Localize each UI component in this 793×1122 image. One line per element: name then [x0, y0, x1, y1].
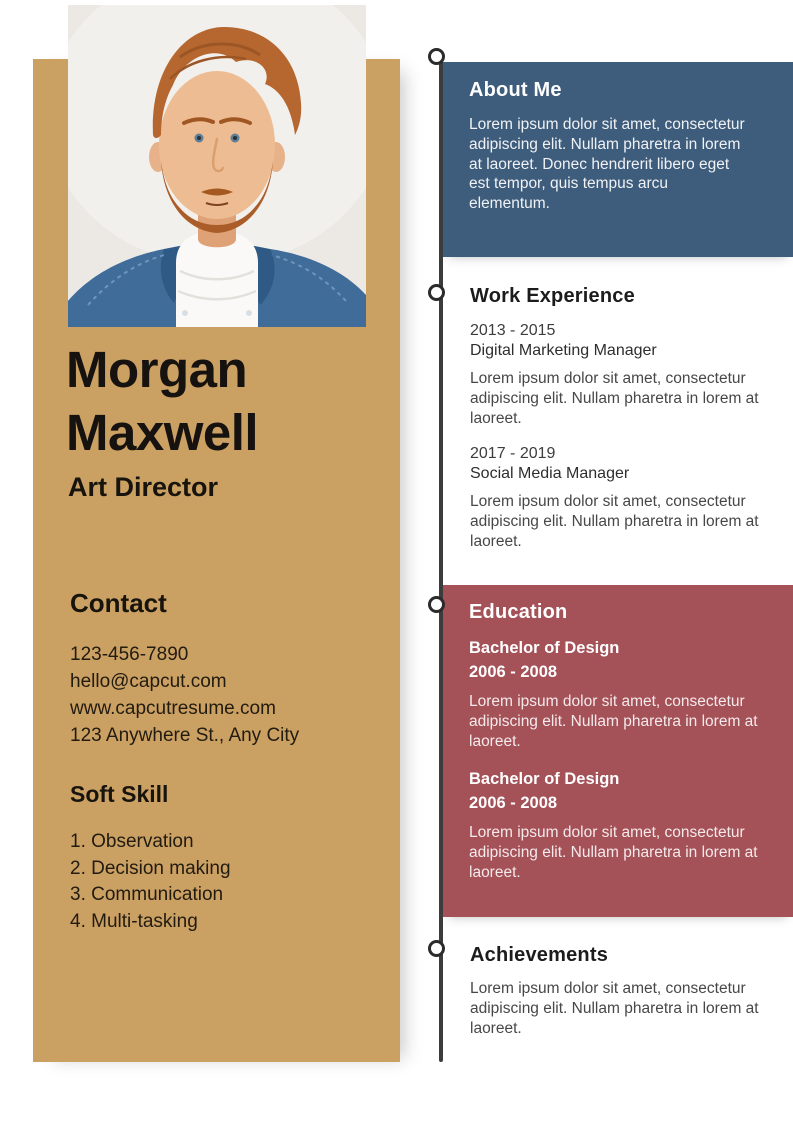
- soft-skill-section: [70, 781, 231, 935]
- job-title: Art Director: [68, 472, 219, 502]
- education-degree: Bachelor of Design: [469, 770, 620, 789]
- contact-heading: Contact: [70, 588, 167, 618]
- contact-section: [70, 588, 299, 749]
- portrait-illustration: [68, 5, 366, 327]
- education-card: [443, 585, 793, 917]
- contact-website: www.capcutresume.com: [70, 698, 276, 719]
- education-heading: Education: [469, 601, 568, 623]
- name-first: Morgan: [66, 341, 248, 398]
- contact-phone: 123-456-7890: [70, 644, 189, 665]
- education-entry: [469, 639, 767, 751]
- about-me-card: [443, 62, 793, 257]
- education-body: Lorem ipsum dolor sit amet, consectetur adipiscing elit. Nullam pharetra in lorem at laoreet.: [469, 693, 758, 750]
- skill-item: 2. Decision making: [70, 857, 231, 879]
- soft-skill-heading: Soft Skill: [70, 781, 169, 807]
- achievements-heading: Achievements: [470, 944, 609, 966]
- skill-item: 1. Observation: [70, 831, 194, 852]
- education-entry: [469, 770, 767, 882]
- education-body: Lorem ipsum dolor sit amet, consectetur adipiscing elit. Nullam pharetra in lorem at laoreet.: [469, 824, 758, 881]
- education-period: 2006 - 2008: [469, 794, 558, 813]
- work-role: Social Media Manager: [470, 465, 630, 483]
- skill-item: 3. Communication: [70, 884, 224, 905]
- work-experience-heading: Work Experience: [470, 285, 635, 307]
- timeline-line: [439, 58, 443, 1062]
- soft-skill-list: [70, 829, 231, 935]
- work-period: 2013 - 2015: [470, 322, 556, 339]
- work-body: Lorem ipsum dolor sit amet, consectetur adipiscing elit. Nullam pharetra in lorem at laoreet.: [470, 493, 759, 550]
- person-name: [66, 338, 258, 464]
- work-experience-section: [470, 285, 778, 552]
- about-me-heading: About Me: [469, 79, 562, 101]
- timeline-dot-education: [428, 596, 445, 613]
- timeline-dot-about: [428, 48, 445, 65]
- work-role: Digital Marketing Manager: [470, 342, 657, 359]
- timeline-dot-achievements: [428, 940, 445, 957]
- work-body: Lorem ipsum dolor sit amet, consectetur adipiscing elit. Nullam pharetra in lorem at laoreet.: [470, 370, 759, 427]
- education-degree: Bachelor of Design: [469, 639, 620, 657]
- contact-list: [70, 641, 299, 749]
- achievements-section: [470, 944, 778, 1038]
- education-period: 2006 - 2008: [469, 663, 558, 681]
- skill-item: 4. Multi-tasking: [70, 910, 198, 932]
- name-last: Maxwell: [66, 404, 259, 461]
- work-period: 2017 - 2019: [470, 445, 556, 463]
- profile-photo: [68, 5, 366, 327]
- contact-email: hello@capcut.com: [70, 671, 227, 692]
- work-entry: [470, 445, 778, 551]
- achievements-body: Lorem ipsum dolor sit amet, consectetur adipiscing elit. Nullam pharetra in lorem at laoreet.: [470, 980, 759, 1037]
- about-me-body: Lorem ipsum dolor sit amet, consectetur adipiscing elit. Nullam pharetra in lorem at laoreet. Donec hendrerit libero eget est tempor, quis tempus arcu elementum.: [469, 116, 745, 213]
- contact-address: 123 Anywhere St., Any City: [70, 725, 300, 746]
- timeline-dot-work: [428, 284, 445, 301]
- work-entry: [470, 322, 778, 428]
